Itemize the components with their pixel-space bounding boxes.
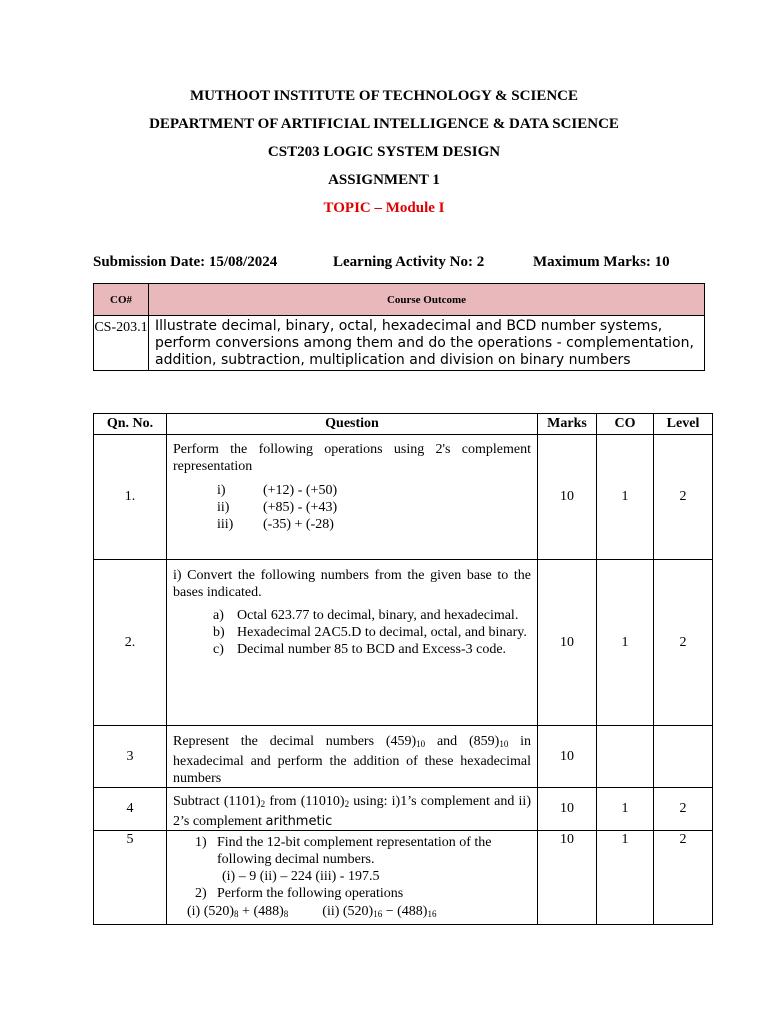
maximum-marks: Maximum Marks: 10 [533,254,670,270]
operations-line: (i) $(520)_8 + (488)_8$ (ii) $(520)_{16} - (488)_{16}$ [187,904,437,919]
level-value: 2 [654,788,713,831]
co-value: 1 [597,435,654,560]
department-name: DEPARTMENT OF ARTIFICIAL INTELLIGENCE & DATA SCIENCE [149,116,619,132]
question-number: 4 [94,788,167,831]
list-item: a) Octal 623.77 to decimal, binary, and hexadecimal. [213,608,519,623]
question-cell [167,788,538,831]
level-value: 2 [654,831,713,925]
table-row [94,435,713,560]
question-cell [167,560,538,726]
list-item: c) Decimal number 85 to BCD and Excess-3 code. [213,642,507,657]
question-number: 2. [94,560,167,726]
assignment-title: ASSIGNMENT 1 [328,172,440,188]
co-value [597,726,654,788]
question-number: 5 [94,831,167,925]
institute-name: MUTHOOT INSTITUTE OF TECHNOLOGY & SCIENCE [190,88,578,104]
question-number: 1. [94,435,167,560]
level-value: 2 [654,560,713,726]
question-body [167,831,537,924]
header-level: Level [654,414,713,435]
question-text: Perform the following operations using 2's complement representation [173,442,531,474]
table-row [94,831,713,925]
header-co: CO [597,414,654,435]
list-item: b) Hexadecimal 2AC5.D to decimal, octal, and binary. [213,625,527,640]
co-header: CO# [94,284,149,316]
list-item: iii) (-35) + (-28) [217,517,334,532]
co-number: CS-203.1 [94,316,149,371]
table-row [94,560,713,726]
outcome-header: Course Outcome [149,284,705,316]
marks-value: 10 [538,435,597,560]
table-row [94,726,713,788]
sub-item: (i) – 9 (ii) – 224 (iii) - 197.5 [222,869,380,884]
list-item: 2) Perform the following operations [195,886,404,901]
table-row [94,788,713,831]
learning-activity: Learning Activity No: 2 [333,254,485,270]
question-cell [167,726,538,788]
marks-value: 10 [538,726,597,788]
co-value: 1 [597,560,654,726]
question-table [93,413,713,925]
question-text: i) Convert the following numbers from the given base to the bases indicated. [173,568,531,600]
co-value: 1 [597,788,654,831]
marks-value: 10 [538,560,597,726]
list-item: i) (+12) - (+50) [217,483,338,498]
sub-list [167,607,537,658]
list-item: 1) Find the 12-bit complement representation of the following decimal numbers. [195,835,492,867]
topic-title: TOPIC – Module I [323,200,445,216]
level-value: 2 [654,435,713,560]
co-value: 1 [597,831,654,925]
question-text: Subtract $(1101)_2$ from $(11010)_2$ using: i)1’s complement and ii) 2’s complement arithmetic [173,794,531,829]
header-qn: Qn. No. [94,414,167,435]
question-cell [167,435,538,560]
marks-value: 10 [538,831,597,925]
header-marks: Marks [538,414,597,435]
question-number: 3 [94,726,167,788]
course-title: CST203 LOGIC SYSTEM DESIGN [267,144,501,160]
list-item: ii) (+85) - (+43) [217,500,338,515]
marks-value: 10 [538,788,597,831]
submission-date: Submission Date: 15/08/2024 [93,254,278,270]
course-outcome-text: Illustrate decimal, binary, octal, hexadecimal and BCD number systems, perform conversions among them and do the operations - complementation, addition, subtraction, multiplication and division on binary numbers [149,316,705,371]
question-text: Represent the decimal numbers $(459)_{10}$ and $(859)_{10}$ in hexadecimal and perform the addition of these hexadecimal numbers [173,734,532,786]
sub-list [167,482,537,533]
question-cell [167,831,538,925]
course-outcome-table [93,283,705,371]
level-value [654,726,713,788]
header-question: Question [167,414,538,435]
